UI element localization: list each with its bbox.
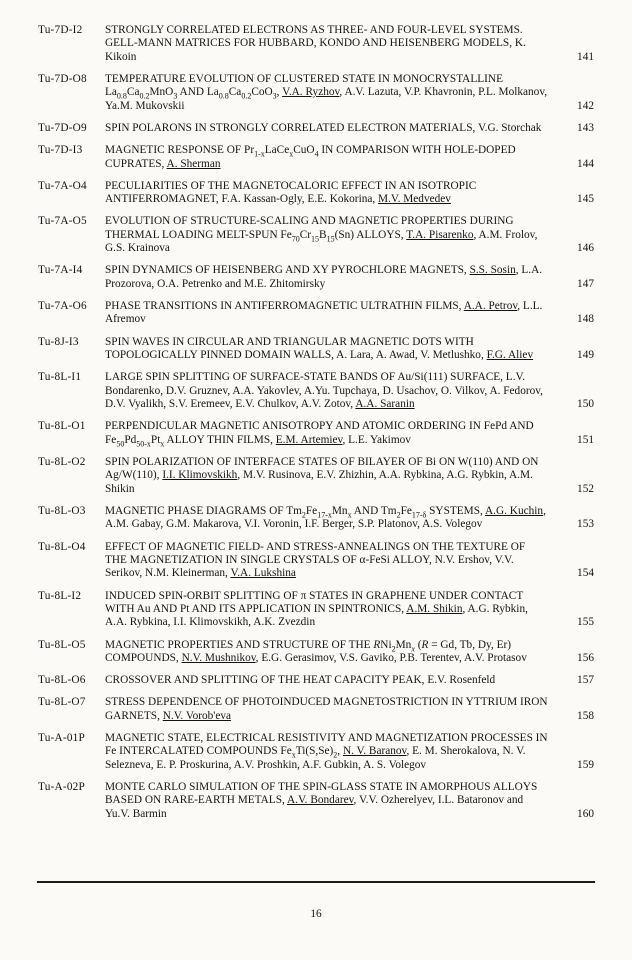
title-text: Ca (126, 86, 140, 99)
presenting-author: V.A. Ryzhov (282, 86, 340, 99)
entry-page-number: 145 (577, 193, 594, 206)
title-text: = Gd, Tb, Dy, Er) COMPOUNDS, (105, 638, 511, 664)
presenting-author: N.V. Vorob'eva (162, 709, 231, 722)
session-code: Tu-8L-O3 (38, 504, 86, 517)
title-text: , E. M. Sherokalova, N. V. Selezneva, E. P. Proskurina, A.V. Proshkin, A.F. Gubkin, A. S. Volegov (105, 745, 526, 771)
entry-page-number: 141 (577, 50, 594, 63)
title-text: ( (414, 638, 422, 651)
title-text: Fe (400, 504, 412, 517)
title-text: AND La (177, 86, 219, 99)
entry-page-number: 149 (577, 349, 594, 362)
toc-entry (38, 73, 594, 113)
title-text: 2 (396, 510, 401, 520)
entry-page-number: 156 (577, 651, 594, 664)
title-text: CoO (251, 86, 273, 99)
title-text: 70 (291, 234, 300, 244)
toc-entry (38, 264, 594, 291)
title-text: , V.V. Ozherelyev, I.L. Bataronov and Yu.V. Barmin (105, 794, 524, 820)
title-text: 50-x (136, 438, 151, 448)
title-text: MONTE CARLO SIMULATION OF THE SPIN-GLASS STATE IN AMORPHOUS ALLOYS BASED ON RARE-EARTH METALS, (105, 781, 538, 807)
entry-title (105, 674, 564, 687)
toc-entry (38, 144, 594, 171)
title-text: 0.8 (218, 91, 229, 101)
session-code: Tu-8L-I2 (38, 589, 82, 602)
toc-entry (38, 674, 594, 687)
title-text: 15 (326, 234, 335, 244)
toc-entry (38, 180, 594, 207)
entry-page-number: 159 (577, 758, 594, 771)
session-code: Tu-8L-O6 (38, 674, 86, 687)
title-text: 1-x (254, 149, 265, 159)
toc-entry (38, 24, 594, 64)
title-text: SPIN POLARONS IN STRONGLY CORRELATED ELECTRON MATERIALS, V.G. Storchak (105, 122, 542, 135)
entry-title (105, 122, 564, 135)
title-text: 2 (391, 643, 396, 653)
title-text: ALLOY THIN FILMS, (164, 433, 276, 446)
title-text: , L.A. Prozorova, O.A. Petrenko and M.E. Zhitomirsky (105, 264, 543, 290)
title-text: 2 (301, 510, 306, 520)
session-code: Tu-8L-O7 (38, 696, 86, 709)
toc-entry (38, 215, 594, 255)
entry-page-number: 155 (577, 616, 594, 629)
entry-page-number: 154 (577, 567, 594, 580)
entry-page-number: 147 (577, 277, 594, 290)
title-text: 4 (314, 149, 319, 159)
title-text: EVOLUTION OF STRUCTURE-SCALING AND MAGNETIC PROPERTIES DURING THERMAL LOADING MELT-SPUN Fe (105, 215, 514, 241)
presenting-author: E.M. Artemiev (275, 433, 343, 446)
entry-page-number: 146 (577, 242, 594, 255)
entry-page-number: 157 (577, 674, 594, 687)
title-text: STRONGLY CORRELATED ELECTRONS AS THREE- AND FOUR-LEVEL SYSTEMS. GELL-MANN MATRICES FOR HUBBARD, KONDO AND HEISENBERG MODELS, K. Kikoin (105, 24, 526, 63)
session-code: Tu-7D-O8 (38, 73, 87, 86)
title-text: 15 (311, 234, 320, 244)
entry-page-number: 144 (577, 157, 594, 170)
title-text: SPIN POLARIZATION OF INTERFACE STATES OF BILAYER OF Bi ON W(110) AND ON Ag/W(110), (105, 455, 539, 482)
presenting-author: A.G. Kuchin (485, 504, 544, 517)
presenting-author: V.A. Lukshina (230, 567, 296, 580)
title-text: B (319, 228, 327, 241)
title-text: x (411, 643, 415, 653)
entry-title (105, 73, 564, 113)
title-text: R (373, 638, 381, 651)
toc-entry (38, 300, 594, 327)
session-code: Tu-7A-O6 (38, 300, 87, 313)
entry-title (105, 420, 564, 447)
entry-title (105, 371, 564, 411)
session-code: Tu-8J-I3 (38, 335, 79, 348)
title-text: Ca (228, 86, 242, 99)
presenting-author: N. V. Baranov (342, 745, 407, 758)
title-text: 0.8 (116, 91, 127, 101)
presenting-author: A.M. Shikin (406, 602, 463, 615)
title-text: INDUCED SPIN-ORBIT SPLITTING OF π STATES IN GRAPHENE UNDER CONTACT WITH Au AND Pt AND ITS APPLICATION IN SPINTRONICS, (105, 589, 524, 615)
entry-title (105, 541, 564, 581)
title-text: LaCe (264, 144, 290, 157)
toc-entry (38, 639, 594, 666)
title-text: Mn (395, 638, 412, 651)
title-text: CROSSOVER AND SPLITTING OF THE HEAT CAPACITY PEAK, E.V. Rosenfeld (105, 674, 496, 687)
footer-divider (37, 881, 595, 883)
title-text: , (337, 745, 343, 758)
title-text: , L.L. Afremov (105, 300, 543, 326)
presenting-author: S.S. Sosin (469, 264, 516, 277)
toc-entry (38, 781, 594, 821)
entry-page-number: 143 (577, 122, 594, 135)
toc-entry (38, 732, 594, 772)
title-text: x (160, 438, 165, 448)
title-text: MAGNETIC PROPERTIES AND STRUCTURE OF THE (105, 638, 374, 651)
session-code: Tu-7D-I2 (38, 24, 83, 36)
presenting-author: T.A. Pisarenko (406, 228, 474, 241)
entry-page-number: 151 (577, 433, 594, 446)
title-text: x (289, 149, 294, 159)
title-text: , M.V. Rusinova, E.V. Zhizhin, A.A. Rybkina, A.G. Rybkin, A.M. Shikin (105, 469, 533, 495)
title-text: LARGE SPIN SPLITTING OF SURFACE-STATE BANDS OF Au/Si(111) SURFACE, L.V. Bondarenko, D.V. Gruznev, A.A. Yakovlev, A.Yu. Tupchaya, D. Usachov, O. Vilkov, A. Fedorov, D.V. Vyalikh, S.V. Eremeev, E.V. Chulkov, A.V. Zotov, (105, 371, 543, 411)
session-code: Tu-A-01P (38, 732, 86, 744)
toc-entry (38, 456, 594, 496)
entry-title (105, 144, 564, 171)
title-text: , A.M. Gabay, G.M. Makarova, V.I. Voronin, I.F. Berger, S.P. Platonov, A.S. Volegov (105, 504, 546, 531)
title-text: PHASE TRANSITIONS IN ANTIFERROMAGNETIC ULTRATHIN FILMS, (105, 300, 464, 313)
entry-page-number: 148 (577, 313, 594, 326)
title-text: 0.2 (139, 91, 150, 101)
presenting-author: M.V. Medvedev (378, 193, 451, 206)
session-code: Tu-7A-O5 (38, 215, 87, 228)
entry-title (105, 180, 564, 207)
title-text: Ti(S,Se) (295, 745, 334, 758)
entry-title (105, 456, 564, 496)
entry-page-number: 158 (577, 709, 594, 722)
title-text: 3 (173, 91, 178, 101)
title-text: 50 (116, 438, 125, 448)
entry-title (105, 24, 564, 64)
entry-title (105, 732, 564, 772)
entry-title (105, 505, 564, 532)
entry-page-number: 152 (577, 482, 594, 495)
presenting-author: A. Sherman (166, 157, 221, 170)
title-text: SPIN DYNAMICS OF HEISENBERG AND XY PYROCHLORE MAGNETS, (105, 264, 470, 277)
title-text: Cr (299, 228, 312, 241)
title-text: TEMPERATURE EVOLUTION OF CLUSTERED STATE IN MONOCRYSTALLINE La (105, 73, 503, 99)
toc-entry (38, 420, 594, 447)
title-text: Pd (124, 433, 137, 446)
title-text: Fe (305, 504, 318, 517)
presenting-author: I.I. Klimovskikh (162, 469, 238, 482)
session-code: Tu-7A-O4 (38, 179, 87, 192)
presenting-author: A.A. Petrov (463, 300, 518, 313)
title-text: 0.2 (241, 91, 252, 101)
title-text: Ni (380, 638, 392, 651)
session-code: Tu-8L-O4 (38, 540, 86, 553)
entry-title (105, 264, 564, 291)
title-text: , L.E. Yakimov (342, 433, 411, 446)
entry-page-number: 160 (577, 807, 594, 820)
title-text: MAGNETIC STATE, ELECTRICAL RESISTIVITY AND MAGNETIZATION PROCESSES IN Fe INTERCALATED COMPOUNDS Fe (105, 732, 548, 758)
title-text: , A.V. Lazuta, V.P. Khavronin, P.L. Molkanov, Ya.M. Mukovskii (105, 86, 548, 112)
page-number: 16 (310, 908, 322, 920)
session-code: Tu-8L-I1 (38, 371, 82, 384)
title-text: SPIN WAVES IN CIRCULAR AND TRIANGULAR MAGNETIC DOTS WITH TOPOLOGICALLY PINNED DOMAIN WALLS, A. Lara, A. Awad, V. Metlushko, (105, 335, 487, 362)
presenting-author: N.V. Mushnikov (181, 651, 256, 664)
presenting-author: A.A. Saranin (355, 398, 415, 411)
presenting-author: F.G. Aliev (486, 349, 534, 362)
entry-page-number: 142 (577, 99, 594, 112)
title-text: STRESS DEPENDENCE OF PHOTOINDUCED MAGNETOSTRICTION IN YTTRIUM IRON GARNETS, (105, 696, 548, 722)
title-text: IN COMPARISON WITH HOLE-DOPED CUPRATES, (105, 144, 516, 170)
session-code: Tu-A-02P (38, 781, 86, 794)
title-text: , (276, 86, 283, 99)
title-text: (Sn) ALLOYS, (334, 228, 407, 241)
session-code: Tu-7D-O9 (38, 122, 87, 135)
title-text: , E.G. Gerasimov, V.S. Gaviko, P.B. Terentev, A.V. Protasov (255, 651, 527, 664)
title-text: MAGNETIC RESPONSE OF Pr (105, 144, 255, 157)
title-text: , A.M. Frolov, G.S. Krainova (105, 228, 538, 255)
entry-title (105, 215, 564, 255)
entry-page-number: 150 (577, 398, 594, 411)
session-code: Tu-8L-O2 (38, 455, 86, 468)
title-text: EFFECT OF MAGNETIC FIELD- AND STRESS-ANNEALINGS ON THE TEXTURE OF THE MAGNETIZATION IN SINGLE CRYSTALS OF α-FeSi ALLOY, N.V. Ershov, V.V. Serikov, N.M. Kleinerman, (105, 540, 526, 580)
title-text: Mn (331, 504, 348, 517)
entry-title (105, 781, 564, 821)
title-text: SYSTEMS, (426, 504, 486, 517)
title-text: Pt (150, 433, 161, 446)
toc-entry (38, 505, 594, 532)
toc-entry (38, 541, 594, 581)
toc-entry (38, 336, 594, 363)
title-text: R (421, 638, 429, 651)
entry-title (105, 336, 564, 363)
title-text: MnO (149, 86, 174, 99)
toc-entry (38, 590, 594, 630)
title-text: CuO (293, 144, 315, 157)
title-text: 2 (333, 750, 338, 760)
toc-entry (38, 122, 594, 135)
title-text: , A.G. Rybkin, A.A. Rybkina, I.I. Klimovskikh, A.K. Zvezdin (105, 602, 528, 629)
toc-entry (38, 371, 594, 411)
entry-title (105, 639, 564, 666)
session-code: Tu-7A-I4 (38, 264, 83, 277)
entry-title (105, 590, 564, 630)
title-text: 17-x (317, 510, 332, 520)
session-code: Tu-8L-O5 (38, 638, 86, 651)
title-text: 17-δ (411, 510, 427, 520)
title-text: x (347, 510, 352, 520)
title-text: MAGNETIC PHASE DIAGRAMS OF Tm (105, 504, 302, 517)
entry-title (105, 300, 564, 327)
presenting-author: A.V. Bondarev (287, 794, 354, 807)
title-text: PECULIARITIES OF THE MAGNETOCALORIC EFFECT IN AN ISOTROPIC ANTIFERROMAGNET, F.A. Kassan-Ogly, E.E. Kokorina, (105, 179, 477, 206)
title-text: x (291, 750, 296, 760)
toc-list (38, 24, 594, 830)
title-text: PERPENDICULAR MAGNETIC ANISOTROPY AND ATOMIC ORDERING IN FePd AND Fe (105, 420, 534, 446)
title-text: 3 (272, 91, 277, 101)
session-code: Tu-8L-O1 (38, 420, 86, 433)
entry-page-number: 153 (577, 518, 594, 531)
toc-entry (38, 696, 594, 723)
session-code: Tu-7D-I3 (38, 144, 83, 157)
entry-title (105, 696, 564, 723)
title-text: AND Tm (351, 504, 397, 517)
